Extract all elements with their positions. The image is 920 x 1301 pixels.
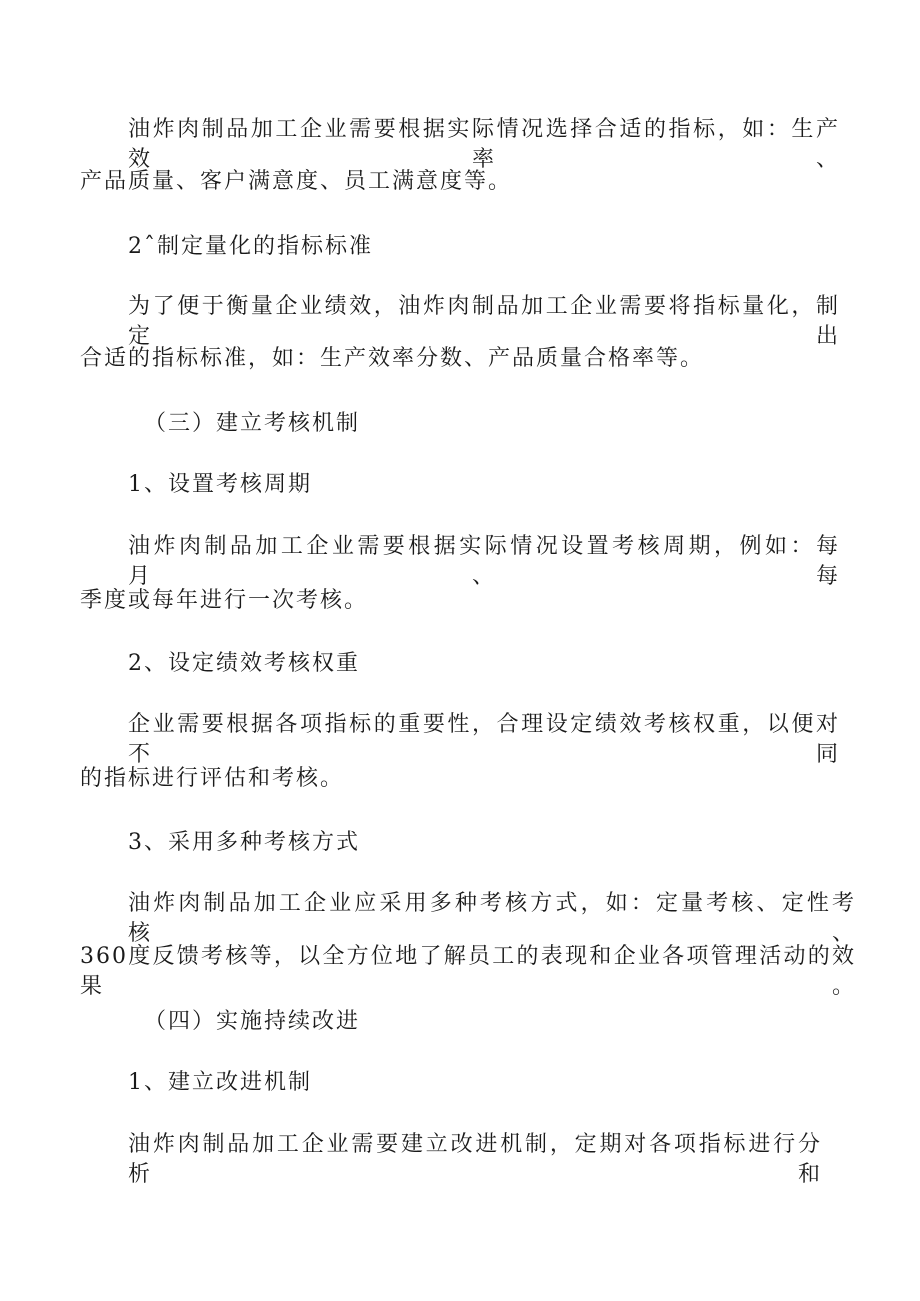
paragraph-line: 合适的指标标准，如：生产效率分数、产品质量合格率等。 — [80, 346, 705, 371]
paragraph-line: 油炸肉制品加工企业需要根据实际情况选择合适的指标，如：生产效率、 — [128, 117, 840, 172]
section-heading: 2ˆ制定量化的指标标准 — [128, 234, 373, 259]
paragraph-line: 油炸肉制品加工企业需要根据实际情况设置考核周期，例如：每月、每 — [128, 534, 840, 589]
section-heading: 1、建立改进机制 — [128, 1070, 312, 1095]
section-heading: （四）实施持续改进 — [144, 1009, 361, 1034]
paragraph-line: 油炸肉制品加工企业应采用多种考核方式，如：定量考核、定性考核、 — [128, 891, 856, 946]
paragraph-line: 季度或每年进行一次考核。 — [80, 588, 369, 613]
section-heading: 3、采用多种考核方式 — [128, 830, 360, 855]
paragraph-line: 油炸肉制品加工企业需要建立改进机制，定期对各项指标进行分析和 — [128, 1132, 822, 1187]
paragraph-line: 为了便于衡量企业绩效，油炸肉制品加工企业需要将指标量化，制定出 — [128, 294, 840, 349]
paragraph-line: 产品质量、客户满意度、员工满意度等。 — [80, 169, 513, 194]
section-heading: 1、设置考核周期 — [128, 472, 312, 497]
paragraph-line: 360度反馈考核等，以全方位地了解员工的表现和企业各项管理活动的效果。 — [80, 944, 856, 999]
paragraph-line: 的指标进行评估和考核。 — [80, 766, 345, 791]
section-heading: （三）建立考核机制 — [144, 411, 361, 436]
section-heading: 2、设定绩效考核权重 — [128, 651, 360, 676]
paragraph-line: 企业需要根据各项指标的重要性，合理设定绩效考核权重，以便对不同 — [128, 712, 840, 767]
